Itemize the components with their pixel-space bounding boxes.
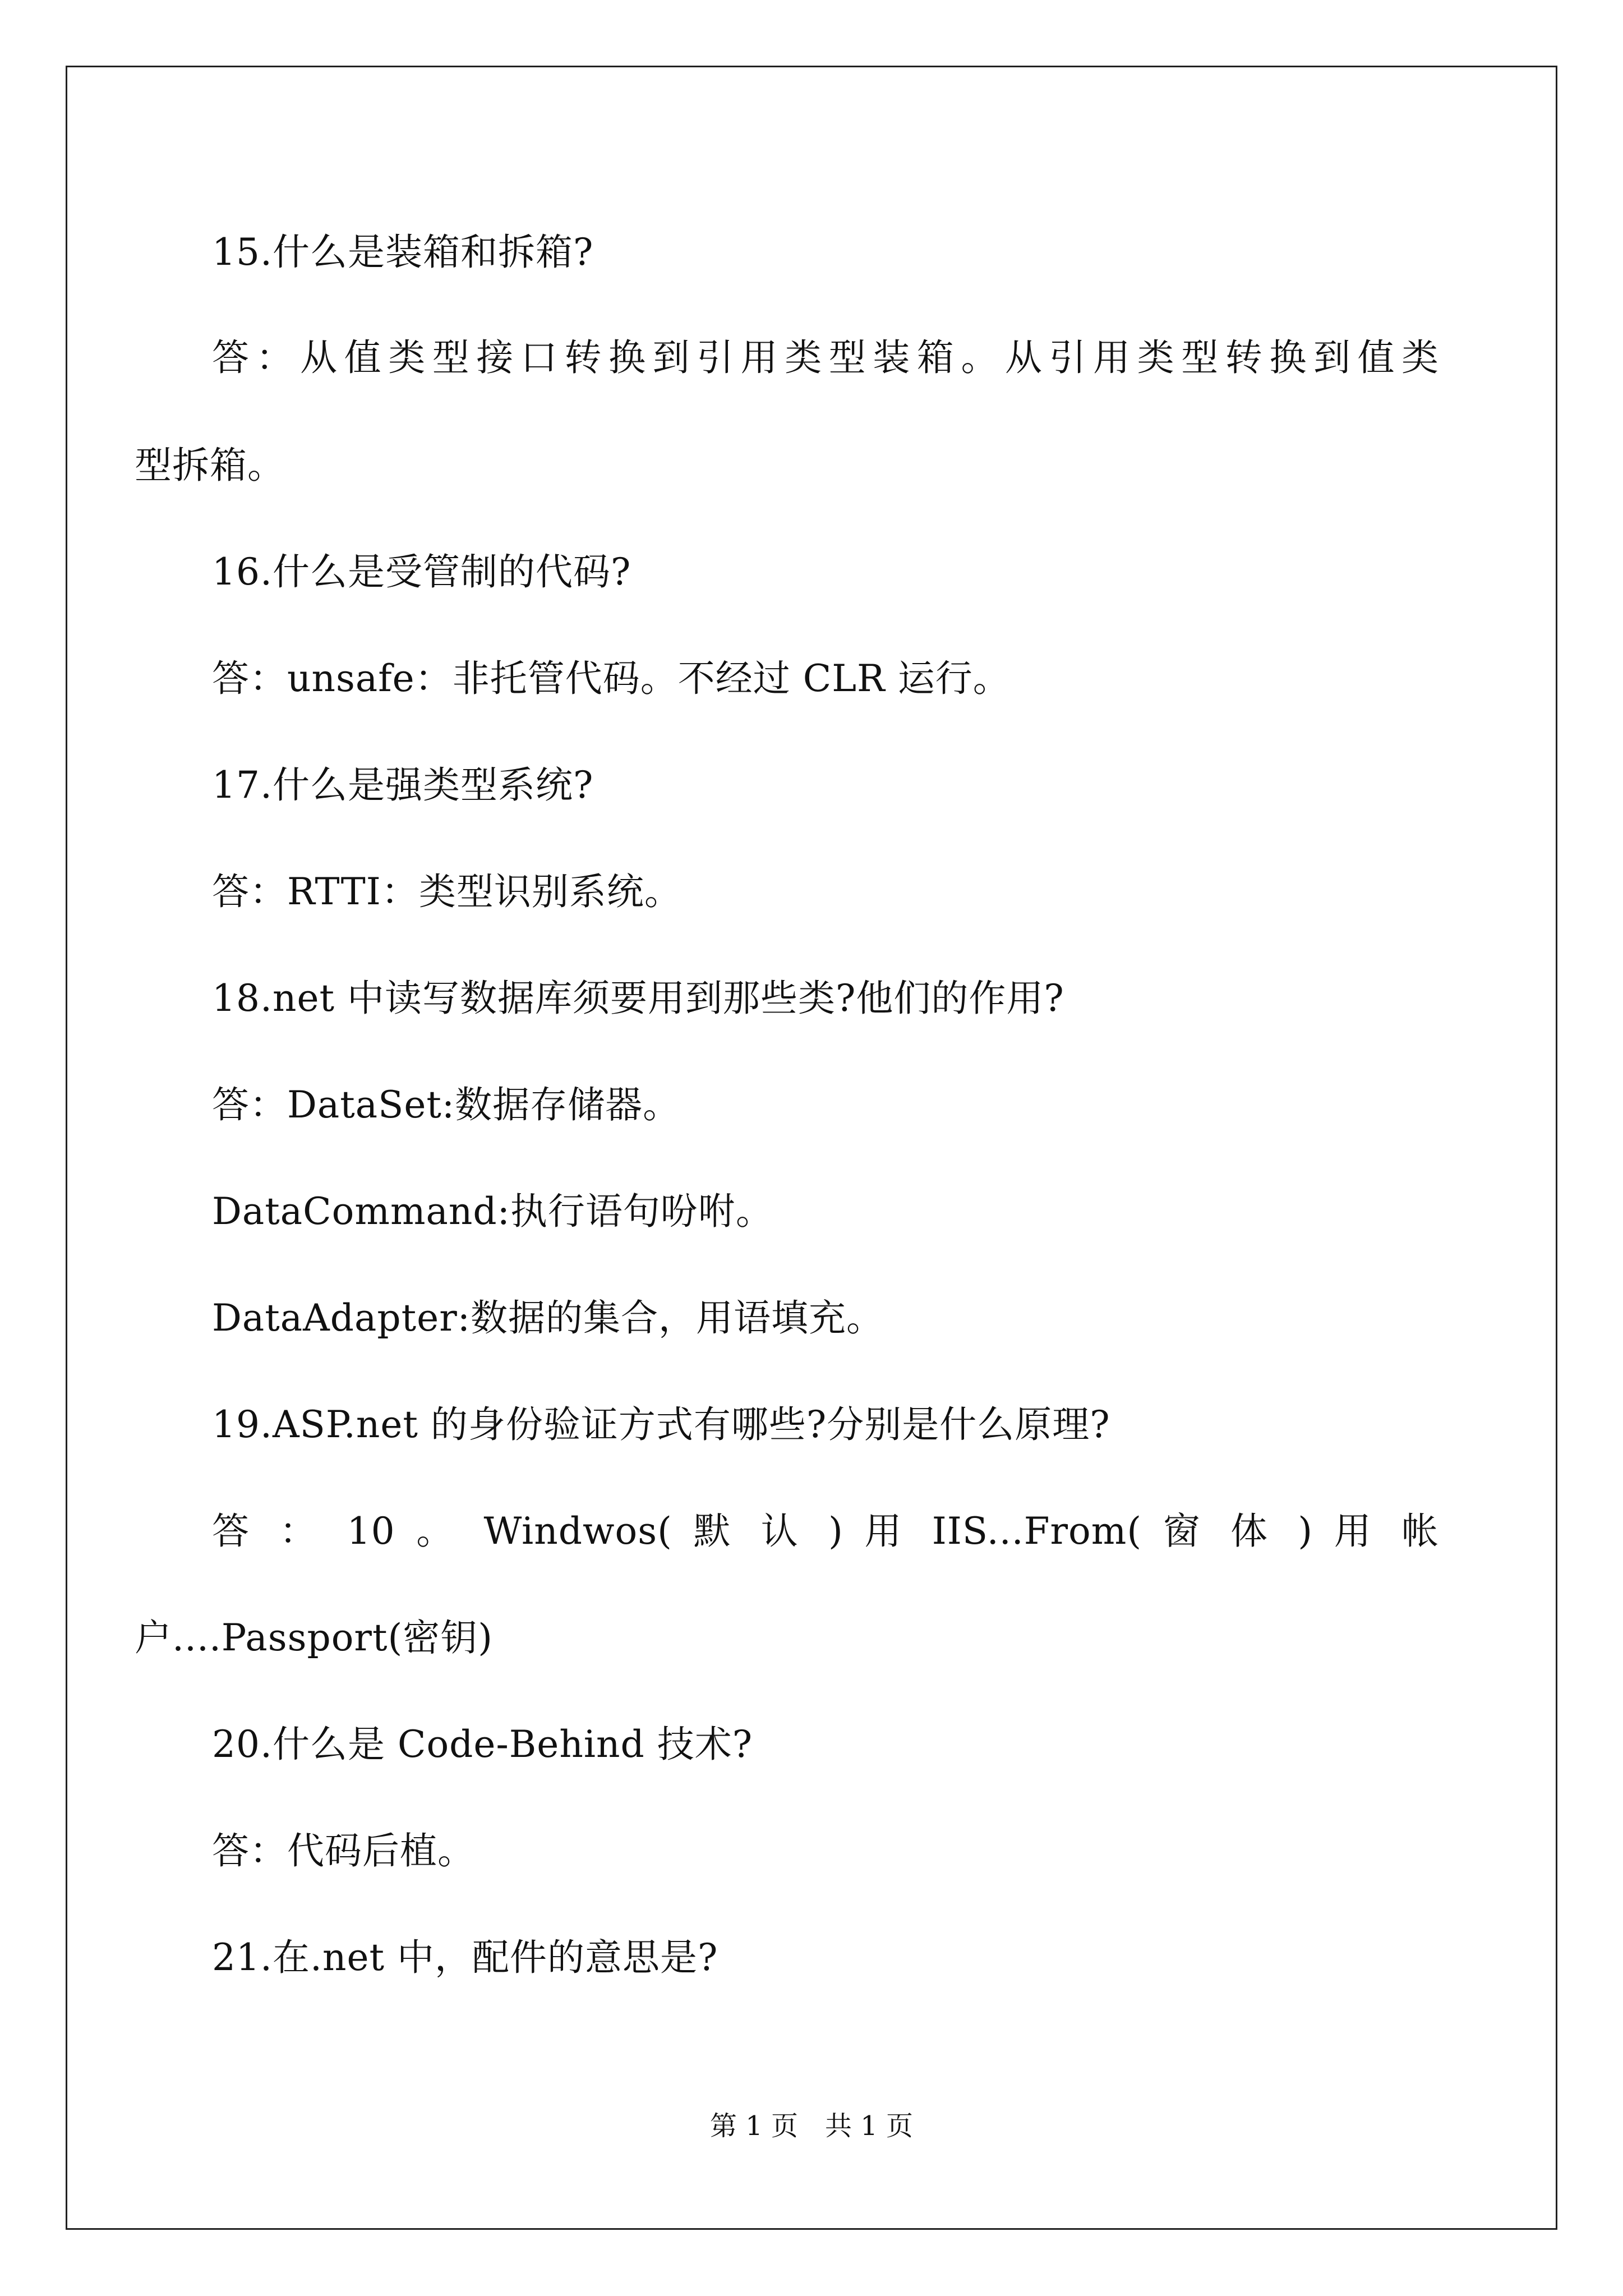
question-16: 16.什么是受管制的代码? [212, 550, 631, 593]
answer-18-dataset: 答：DataSet:数据存储器。 [212, 1083, 681, 1126]
answer-20: 答：代码后植。 [212, 1829, 475, 1872]
question-18: 18.net 中读写数据库须要用到那些类?他们的作用? [212, 977, 1064, 1020]
answer-16: 答：unsafe：非托管代码。不经过 CLR 运行。 [212, 657, 1011, 700]
question-20: 20.什么是 Code-Behind 技术? [212, 1723, 753, 1766]
answer-15-line-2: 型拆箱。 [135, 444, 285, 487]
question-15: 15.什么是装箱和拆箱? [212, 231, 594, 274]
question-17: 17.什么是强类型系统? [212, 763, 594, 807]
page-footer: 第 1 页 共 1 页 [709, 2110, 914, 2142]
question-21: 21.在.net 中，配件的意思是? [212, 1936, 718, 1979]
answer-18-datacommand: DataCommand:执行语句吩咐。 [212, 1190, 773, 1233]
answer-19-line-2: 户....Passport(密钥) [135, 1616, 494, 1659]
answer-17: 答：RTTI：类型识别系统。 [212, 870, 682, 913]
answer-18-dataadapter: DataAdapter:数据的集合，用语填充。 [212, 1296, 884, 1340]
answer-15-line-1: 答：从值类型接口转换到引用类型装箱。从引用类型转换到值类 [212, 336, 1439, 379]
question-19: 19.ASP.net 的身份验证方式有哪些?分别是什么原理? [212, 1403, 1110, 1446]
answer-19-line-1: 答 ： 10 。 Windwos( 默 认 ) 用 IIS...From( 窗 体 ) 用 帐 [212, 1510, 1439, 1553]
